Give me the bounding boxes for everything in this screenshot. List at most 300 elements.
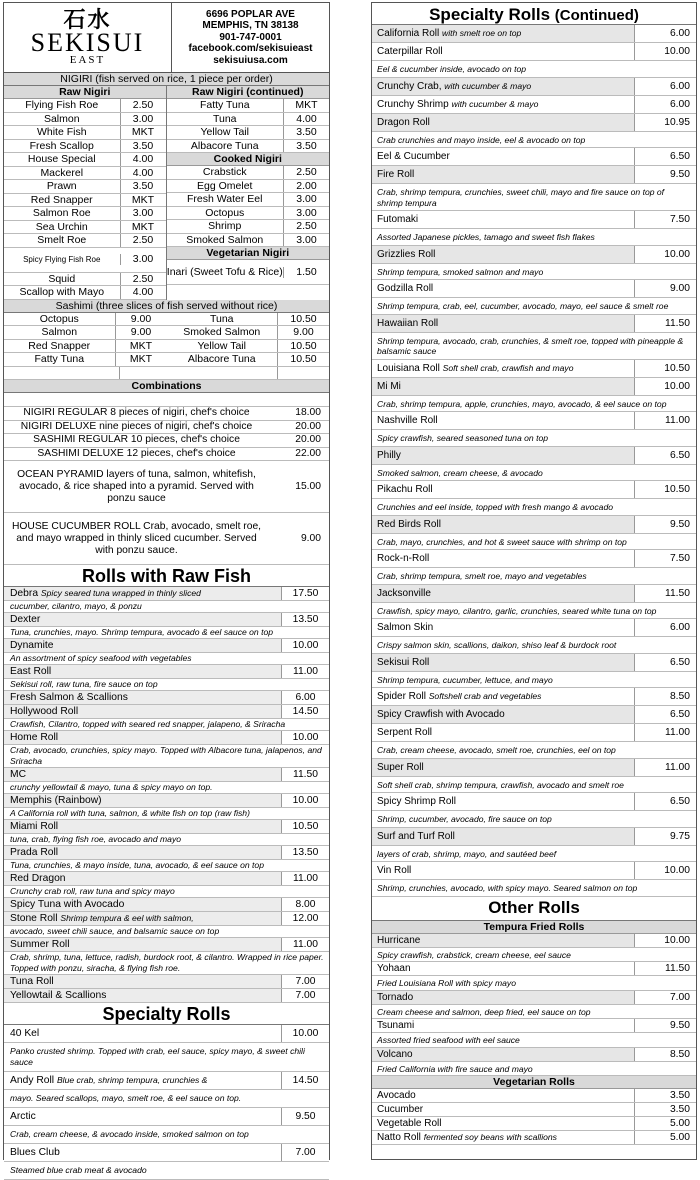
roll-name-text: Spicy Crawfish with Avocado [377, 709, 505, 720]
roll-item [4, 820, 329, 834]
phone-number: 901-747-0001 [219, 31, 282, 43]
roll-item [372, 934, 696, 948]
roll-item [4, 912, 329, 926]
roll-name [372, 724, 634, 741]
roll-price: 9.00 [634, 280, 696, 297]
roll-item [372, 43, 696, 61]
nigiri-name: Sea Urchin [35, 220, 88, 233]
roll-item [4, 1144, 329, 1162]
roll-name [372, 934, 634, 947]
sashimi-row [4, 340, 329, 354]
roll-name [372, 148, 634, 165]
nigiri-name: White Fish [36, 126, 87, 138]
nigiri-price: 4.00 [283, 113, 329, 126]
roll-item [4, 613, 329, 627]
roll-description: Shrimp tempura, smoked salmon and mayo [372, 264, 696, 281]
roll-name-text: Memphis (Rainbow) [10, 795, 102, 806]
sekisui-logo [4, 3, 172, 72]
roll-name [4, 1144, 281, 1161]
nigiri-name: Squid [48, 272, 76, 285]
nigiri-price: 2.50 [120, 234, 166, 247]
roll-description: Assorted Japanese pickles, tamago and sweet fish flakes [372, 229, 696, 246]
website-link[interactable]: sekisuiusa.com [213, 54, 288, 66]
roll-price: 10.00 [634, 934, 696, 947]
roll-price: 11.50 [634, 315, 696, 332]
roll-price: 11.00 [634, 412, 696, 429]
specialty-continued-title [372, 3, 696, 25]
roll-description: Crab, shrimp tempura, smelt roe, mayo and vegetables [372, 568, 696, 585]
other-rolls-title: Other Rolls [372, 897, 696, 921]
roll-name [4, 1025, 281, 1042]
roll-price: 10.50 [634, 360, 696, 377]
roll-item [372, 114, 696, 132]
roll-item [372, 585, 696, 603]
roll-description: Tuna, crunchies, mayo. Shrimp tempura, avocado & eel sauce on top [4, 627, 329, 639]
roll-price: 11.00 [281, 938, 329, 951]
combinations-title: Combinations [4, 380, 329, 393]
roll-price: 11.00 [634, 759, 696, 776]
nigiri-price: 3.50 [283, 140, 329, 153]
roll-name-text: Spicy Tuna with Avocado [10, 899, 125, 910]
roll-item [372, 246, 696, 264]
roll-name-text: Hurricane [377, 934, 421, 946]
sashimi-empty-row [4, 367, 329, 381]
roll-item [372, 619, 696, 637]
roll-price: 10.00 [634, 378, 696, 395]
roll-description: Cream cheese and salmon, deep fried, eel sauce on top [372, 1005, 696, 1020]
roll-description: Crab, mayo, crunchies, and hot & sweet sauce with shrimp on top [372, 534, 696, 551]
sashimi-row [4, 313, 329, 327]
roll-name-text: Prada Roll [10, 847, 59, 858]
nigiri-price: 3.00 [120, 207, 166, 220]
nigiri-price: 4.00 [120, 286, 166, 299]
address-line-2: MEMPHIS, TN 38138 [202, 20, 299, 32]
nigiri-row [167, 180, 330, 194]
roll-description: Crab, shrimp, tuna, lettuce, radish, burdock root, & cilantro. Wrapped in rice paper. Topped with ponzu, siracha, & flying fish roe. [4, 952, 329, 975]
roll-price: 7.00 [281, 1144, 329, 1161]
roll-item [372, 1131, 696, 1145]
nigiri-price: 3.00 [120, 254, 166, 265]
sashimi-name: Tuna [209, 312, 234, 325]
roll-price: 7.00 [634, 991, 696, 1004]
combination-price: 15.00 [295, 480, 321, 492]
roll-price: 6.50 [634, 447, 696, 464]
roll-name [372, 962, 634, 975]
nigiri-price: 3.00 [120, 113, 166, 126]
nigiri-right-column [167, 86, 330, 300]
roll-name [372, 688, 634, 705]
roll-name-text: California Roll [377, 28, 440, 39]
nigiri-price: MKT [120, 126, 166, 139]
roll-price: 7.50 [634, 211, 696, 228]
roll-item [372, 550, 696, 568]
combination-description: NIGIRI DELUXE nine pieces of nigiri, chef's choice [20, 420, 253, 432]
combination-description: OCEAN PYRAMID layers of tuna, salmon, whitefish, avocado, & rice shaped into a pyramid. Served with ponzu sauce [17, 468, 256, 504]
roll-description: Shrimp tempura, avocado, crab, crunchies, & smelt roe, topped with pineapple & balsamic sauce [372, 333, 696, 360]
nigiri-name: Flying Fish Roe [25, 99, 99, 111]
roll-item [4, 731, 329, 745]
roll-item [372, 96, 696, 114]
roll-name [372, 211, 634, 228]
roll-price: 3.50 [634, 1103, 696, 1116]
combination-item [4, 513, 329, 565]
roll-name [4, 705, 281, 718]
roll-price: 8.50 [634, 688, 696, 705]
roll-name-text: Crunchy Shrimp [377, 98, 449, 110]
nigiri-row [167, 220, 330, 234]
roll-name-text: Volcano [377, 1048, 413, 1060]
roll-item [372, 315, 696, 333]
cooked-nigiri-title: Cooked Nigiri [167, 153, 330, 166]
nigiri-price: 2.50 [120, 273, 166, 286]
roll-price: 7.00 [281, 975, 329, 988]
roll-price: 5.00 [634, 1117, 696, 1130]
roll-item [4, 639, 329, 653]
roll-name [372, 1131, 634, 1144]
roll-name-text: Rock-n-Roll [377, 553, 430, 564]
roll-description: cucumber, cilantro, mayo, & ponzu [4, 601, 329, 613]
raw-nigiri-title: Raw Nigiri [4, 86, 166, 99]
roll-name [4, 898, 281, 911]
roll-item [372, 654, 696, 672]
roll-name-text: Fire Roll [377, 169, 415, 180]
roll-description: Eel & cucumber inside, avocado on top [372, 61, 696, 78]
roll-description: Crab, cream cheese, avocado, smelt roe, crunchies, eel on top [372, 742, 696, 759]
roll-price: 3.50 [634, 1089, 696, 1102]
roll-description: Smoked salmon, cream cheese, & avocado [372, 465, 696, 482]
nigiri-row [4, 207, 166, 221]
sashimi-section-title: Sashimi (three slices of fish served without rice) [4, 300, 329, 313]
roll-name [372, 654, 634, 671]
roll-price: 9.75 [634, 828, 696, 845]
nigiri-name: Fresh Scallop [29, 139, 94, 152]
roll-name [4, 794, 281, 807]
combination-description: SASHIMI REGULAR 10 pieces, chef's choice [33, 434, 240, 446]
roll-item [4, 1072, 329, 1090]
nigiri-price: 3.00 [283, 234, 329, 247]
combinations-spacer [4, 393, 329, 407]
nigiri-table [4, 86, 329, 300]
roll-name [372, 447, 634, 464]
roll-name-text: Jacksonville [377, 587, 431, 599]
tempura-rolls-list [372, 934, 696, 1077]
roll-name [4, 731, 281, 744]
roll-name-text: Vegetable Roll [377, 1118, 442, 1129]
nigiri-name: House Special [27, 153, 96, 165]
roll-item [372, 793, 696, 811]
nigiri-name: Scallop with Mayo [19, 286, 105, 298]
right-menu-column [371, 2, 697, 1160]
combination-item [4, 421, 329, 435]
roll-description: Panko crusted shrimp. Topped with crab, eel sauce, spicy mayo, & sweet chili sauce [4, 1043, 329, 1072]
roll-name [4, 912, 281, 925]
roll-description: Tuna, crunchies, & mayo inside, tuna, avocado, & eel sauce on top [4, 860, 329, 872]
roll-name [372, 25, 634, 42]
contact-info [172, 3, 329, 72]
roll-item [4, 691, 329, 705]
sashimi-price: 10.50 [277, 353, 329, 366]
roll-item [4, 1108, 329, 1126]
address-line-1: 6696 POPLAR AVE [206, 8, 295, 20]
roll-price: 9.50 [634, 166, 696, 183]
nigiri-name: Salmon [43, 112, 80, 125]
facebook-link[interactable]: facebook.com/sekisuieast [188, 43, 313, 55]
roll-name-text: Red Dragon [10, 873, 66, 884]
roll-price: 10.50 [281, 820, 329, 833]
roll-name [372, 1117, 634, 1130]
roll-name [4, 975, 281, 988]
roll-description: Spicy crawfish, crabstick, cream cheese, eel sauce [372, 948, 696, 963]
roll-description: Crab, shrimp tempura, apple, crunchies, mayo, avocado, & eel sauce on top [372, 396, 696, 413]
nigiri-row [167, 166, 330, 180]
roll-item [372, 211, 696, 229]
roll-name [4, 846, 281, 859]
roll-item [372, 25, 696, 43]
roll-item [372, 148, 696, 166]
nigiri-row [167, 260, 330, 285]
roll-name-text: Spider Roll [377, 691, 426, 702]
nigiri-row [4, 248, 166, 273]
logo-kanji: 石水 [63, 7, 112, 33]
tempura-fried-rolls-title: Tempura Fried Rolls [372, 921, 696, 934]
raw-nigiri-continued-title: Raw Nigiri (continued) [167, 86, 330, 99]
sashimi-name: Salmon [41, 326, 78, 338]
roll-inline-description: Shrimp tempura & eel with salmon, [60, 913, 194, 923]
roll-name [372, 481, 634, 498]
nigiri-price: 2.00 [283, 180, 329, 193]
roll-item [4, 587, 329, 601]
roll-name-text: Eel & Cucumber [377, 151, 450, 162]
sashimi-name: Yellow Tail [197, 339, 246, 352]
nigiri-name: Tuna [212, 112, 237, 125]
roll-description: crunchy yellowtail & mayo, tuna & spicy mayo on top. [4, 782, 329, 794]
roll-item [4, 898, 329, 912]
roll-name-text: Spicy Shrimp Roll [377, 796, 456, 807]
sashimi-price: 9.00 [115, 326, 167, 339]
roll-description: Crab, avocado, crunchies, spicy mayo. Topped with Albacore tuna, jalapenos, and Sriracha [4, 745, 329, 768]
nigiri-price: 3.50 [120, 180, 166, 193]
sashimi-price: 9.00 [277, 326, 329, 339]
roll-name-text: MC [10, 769, 27, 780]
combination-price: 20.00 [295, 420, 321, 432]
roll-inline-description: with smelt roe on top [442, 28, 522, 38]
roll-name [372, 1089, 634, 1102]
roll-name-text: Louisiana Roll [377, 362, 440, 374]
roll-description: Sekisui roll, raw tuna, fire sauce on top [4, 679, 329, 691]
roll-name [372, 246, 634, 263]
roll-name-text: Summer Roll [10, 939, 70, 950]
roll-price: 5.00 [634, 1131, 696, 1144]
nigiri-price: 1.50 [283, 267, 329, 278]
roll-name-text: Philly [377, 449, 401, 461]
nigiri-name: Octopus [205, 206, 245, 219]
roll-description: Spicy crawfish, seared seasoned tuna on top [372, 430, 696, 447]
nigiri-price: 3.00 [283, 207, 329, 220]
nigiri-row [167, 140, 330, 154]
roll-description: Fried California with fire sauce and mayo [372, 1062, 696, 1077]
roll-name-text: Arctic [10, 1111, 36, 1122]
roll-item [372, 481, 696, 499]
roll-name-text: Tuna Roll [10, 976, 54, 987]
roll-price: 11.00 [281, 665, 329, 678]
nigiri-name: Prawn [46, 180, 77, 192]
roll-name-text: Cucumber [377, 1104, 424, 1115]
roll-name-text: Crunchy Crab, [377, 80, 442, 92]
roll-name [372, 516, 634, 533]
sashimi-price: 10.50 [277, 313, 329, 326]
roll-price: 11.50 [634, 962, 696, 975]
nigiri-row [167, 99, 330, 113]
roll-inline-description: with cucumber & mayo [451, 98, 539, 109]
nigiri-row [4, 273, 166, 287]
nigiri-name: Red Snapper [30, 193, 93, 206]
combination-price: 9.00 [300, 532, 321, 544]
combination-item [4, 434, 329, 448]
roll-description: Crab, cream cheese, & avocado inside, smoked salmon on top [4, 1126, 329, 1144]
nigiri-row [4, 126, 166, 140]
roll-inline-description: Softshell crab and vegetables [428, 691, 542, 701]
roll-name [372, 991, 634, 1004]
roll-name-text: Red Birds Roll [377, 518, 441, 530]
roll-name-text: Sekisui Roll [377, 656, 430, 668]
roll-name-text: Grizzlies Roll [377, 248, 436, 260]
roll-name-text: Futomaki [377, 214, 419, 225]
nigiri-name: Smoked Salmon [186, 233, 264, 246]
roll-name [372, 78, 634, 95]
roll-name [372, 619, 634, 636]
roll-description: Assorted fried seafood with eel sauce [372, 1033, 696, 1048]
roll-price: 10.50 [634, 481, 696, 498]
roll-price: 10.00 [634, 43, 696, 60]
roll-name-text: Stone Roll [10, 913, 58, 924]
roll-item [372, 724, 696, 742]
roll-name-text: Dynamite [10, 640, 54, 651]
roll-name [372, 114, 634, 131]
roll-inline-description: fermented soy beans with scallions [423, 1132, 557, 1142]
combination-item [4, 448, 329, 462]
roll-item [372, 78, 696, 96]
nigiri-row [4, 194, 166, 208]
nigiri-price: 2.50 [283, 166, 329, 179]
roll-item [372, 688, 696, 706]
roll-name-text: Debra [10, 588, 39, 599]
roll-description: Crawfish, Cilantro, topped with seared red snapper, jalapeno, & Sriracha [4, 719, 329, 731]
roll-item [372, 516, 696, 534]
roll-name [4, 613, 281, 626]
roll-item [372, 360, 696, 378]
roll-description: tuna, crab, flying fish roe, avocado and mayo [4, 834, 329, 846]
vegetarian-rolls-title: Vegetarian Rolls [372, 1076, 696, 1089]
roll-name-text: Home Roll [10, 732, 59, 743]
roll-name [4, 872, 281, 885]
roll-price: 11.00 [281, 872, 329, 885]
nigiri-left-column [4, 86, 167, 300]
nigiri-row [4, 153, 166, 167]
nigiri-row [4, 113, 166, 127]
sashimi-name: Smoked Salmon [183, 326, 261, 338]
nigiri-price: MKT [120, 221, 166, 234]
nigiri-row [167, 193, 330, 207]
combination-description: HOUSE CUCUMBER ROLL Crab, avocado, smelt roe, and mayo wrapped in thinly sliced cucumber. Served with ponzu sauce. [11, 520, 262, 556]
roll-name [4, 1108, 281, 1125]
nigiri-row [4, 221, 166, 235]
roll-description: Shrimp tempura, crab, eel, cucumber, avocado, mayo, eel sauce & smelt roe [372, 298, 696, 315]
roll-item [372, 828, 696, 846]
combination-price: 22.00 [295, 447, 321, 459]
roll-item [372, 1117, 696, 1131]
roll-name [372, 43, 634, 60]
roll-price: 11.00 [634, 724, 696, 741]
roll-price: 10.00 [281, 794, 329, 807]
roll-item [372, 862, 696, 880]
combination-item [4, 407, 329, 421]
roll-item [372, 1089, 696, 1103]
nigiri-name: Yellow Tail [200, 126, 249, 138]
roll-price: 10.00 [281, 731, 329, 744]
roll-name [372, 706, 634, 723]
roll-item [4, 938, 329, 952]
roll-name-text: East Roll [10, 666, 52, 677]
nigiri-price: 2.50 [283, 220, 329, 233]
roll-price: 6.00 [634, 25, 696, 42]
combination-description: SASHIMI DELUXE 12 pieces, chef's choice [37, 447, 236, 459]
roll-name-text: Dragon Roll [377, 116, 430, 128]
roll-price: 10.00 [634, 246, 696, 263]
roll-item [4, 768, 329, 782]
roll-name-text: Yellowtail & Scallions [10, 990, 107, 1001]
specialty-continued-suffix: (Continued) [554, 7, 639, 24]
roll-price: 8.50 [634, 1048, 696, 1061]
roll-item [372, 378, 696, 396]
roll-description: Shrimp tempura, cucumber, lettuce, and mayo [372, 672, 696, 689]
roll-name [372, 378, 634, 395]
roll-item [4, 1025, 329, 1043]
roll-price: 14.50 [281, 1072, 329, 1089]
roll-name [372, 360, 634, 377]
roll-name-text: Caterpillar Roll [377, 46, 443, 57]
roll-item [372, 962, 696, 976]
roll-description: Fried Louisiana Roll with spicy mayo [372, 976, 696, 991]
roll-item [372, 706, 696, 724]
roll-name-text: Surf and Turf Roll [377, 830, 455, 842]
roll-price: 10.95 [634, 114, 696, 131]
vegetarian-nigiri-title: Vegetarian Nigiri [167, 247, 330, 260]
roll-price: 9.50 [634, 516, 696, 533]
roll-name [372, 862, 634, 879]
sashimi-name: Red Snapper [28, 339, 91, 352]
sashimi-name: Fatty Tuna [34, 353, 85, 365]
roll-price: 13.50 [281, 846, 329, 859]
roll-name-text: Avocado [377, 1090, 416, 1101]
nigiri-name: Albacore Tuna [190, 139, 259, 152]
combination-item [4, 461, 329, 513]
roll-name [372, 315, 634, 332]
raw-rolls-list [4, 587, 329, 1003]
roll-name [4, 639, 281, 652]
roll-name-text: Dexter [10, 614, 41, 625]
nigiri-name: Spicy Flying Fish Roe [23, 255, 101, 264]
combinations-list [4, 407, 329, 565]
nigiri-name: Crabstick [202, 166, 247, 178]
nigiri-section-title: NIGIRI (fish served on rice, 1 piece per order) [4, 73, 329, 86]
nigiri-price: 3.50 [283, 126, 329, 139]
roll-name [4, 820, 281, 833]
left-menu-column [3, 2, 330, 1175]
roll-item [4, 794, 329, 808]
roll-item [4, 975, 329, 989]
roll-price: 13.50 [281, 613, 329, 626]
roll-item [372, 166, 696, 184]
